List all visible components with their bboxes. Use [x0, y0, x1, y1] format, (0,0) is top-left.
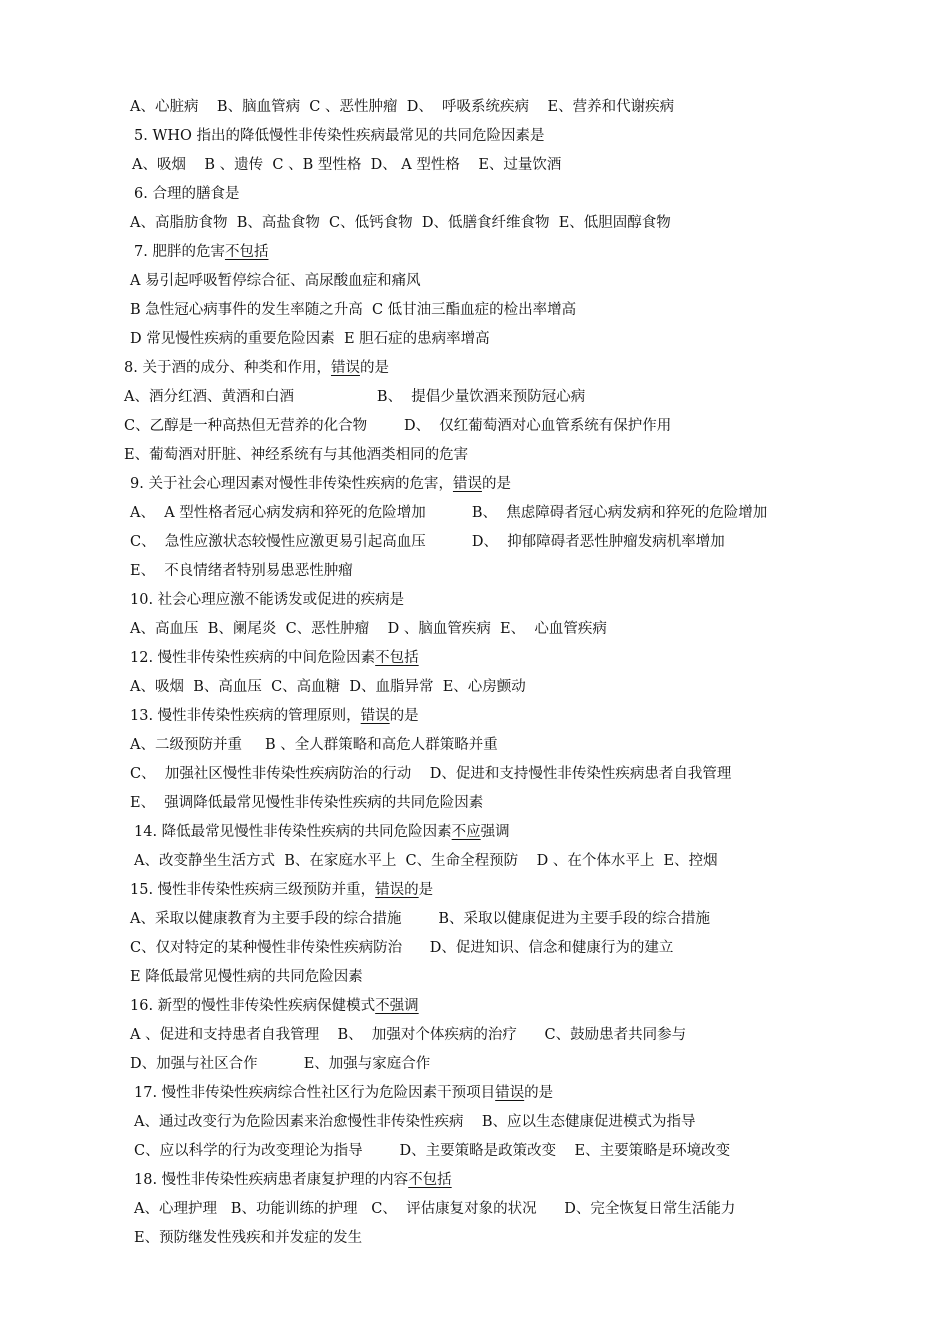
text-line	[124, 445, 468, 465]
text-line	[130, 1025, 686, 1045]
text-line	[124, 416, 671, 436]
text-line	[130, 1054, 430, 1074]
text-segment: C、仅对特定的某种慢性非传染性疾病防治 D、促进知识、信念和健康行为的建立	[130, 940, 674, 956]
text-segment: 14. 降低最常见慢性非传染性疾病的共同危险因素	[134, 824, 452, 840]
text-segment: C、 加强社区慢性非传染性疾病防治的行动 D、促进和支持慢性非传染性疾病患者自我管理	[130, 766, 732, 782]
underlined-keyword: 错误	[360, 708, 390, 724]
text-segment: C、乙醇是一种高热但无营养的化合物 D、 仅红葡萄酒对心血管系统有保护作用	[124, 418, 672, 434]
text-segment: A 、促进和支持患者自我管理 B、 加强对个体疾病的治疗 C、鼓励患者共同参与	[130, 1027, 687, 1043]
text-line	[124, 387, 585, 407]
text-segment: 8. 关于酒的成分、种类和作用，	[124, 360, 331, 376]
text-segment: 10. 社会心理应激不能诱发或促进的疾病是	[130, 592, 405, 608]
text-line	[130, 735, 498, 755]
text-line	[134, 851, 718, 871]
text-segment: 9. 关于社会心理因素对慢性非传染性疾病的危害，	[130, 476, 453, 492]
text-segment: 18. 慢性非传染性疾病患者康复护理的内容	[134, 1172, 409, 1188]
text-segment: 强调	[480, 824, 510, 840]
text-segment: E 降低最常见慢性病的共同危险因素	[130, 969, 363, 985]
text-segment: A、采取以健康教育为主要手段的综合措施 B、采取以健康促进为主要手段的综合措施	[130, 911, 710, 927]
text-segment: A、吸烟 B 、遗传 C 、B 型性格 D、 A 型性格 E、过量饮酒	[132, 157, 562, 173]
text-line	[132, 155, 561, 175]
text-line	[134, 1199, 735, 1219]
text-line	[130, 590, 404, 610]
text-line	[134, 1112, 696, 1132]
text-segment: A、吸烟 B、高血压 C、高血糖 D、血脂异常 E、心房颤动	[130, 679, 526, 695]
underlined-keyword: 不强调	[375, 998, 419, 1014]
text-segment: D、加强与社区合作 E、加强与家庭合作	[130, 1056, 431, 1072]
underlined-keyword: 不包括	[375, 650, 419, 666]
text-segment: 15. 慢性非传染性疾病三级预防并重，	[130, 882, 376, 898]
text-line	[130, 271, 421, 291]
text-segment: 的是	[524, 1085, 554, 1101]
text-segment: 5. WHO 指出的降低慢性非传染性疾病最常见的共同危险因素是	[134, 128, 545, 144]
text-segment: A、 A 型性格者冠心病发病和猝死的危险增加 B、 焦虑障碍者冠心病发病和猝死的危险增加	[130, 505, 768, 521]
text-line	[130, 909, 710, 929]
text-line	[134, 822, 510, 842]
text-line	[134, 1141, 730, 1161]
text-segment: E、 强调降低最常见慢性非传染性疾病的共同危险因素	[130, 795, 484, 811]
text-line	[130, 300, 576, 320]
text-segment: C、应以科学的行为改变理论为指导 D、主要策略是政策改变 E、主要策略是环境改变	[134, 1143, 731, 1159]
text-line	[130, 503, 767, 523]
text-line	[130, 880, 433, 900]
text-line	[130, 213, 671, 233]
text-line	[130, 561, 353, 581]
text-line	[130, 648, 419, 668]
text-segment: E、预防继发性残疾和并发症的发生	[134, 1230, 363, 1246]
text-segment: 的是	[481, 476, 511, 492]
text-line	[134, 126, 545, 146]
text-line	[130, 938, 673, 958]
underlined-keyword: 错误	[452, 476, 482, 492]
text-segment: A、高血压 B、阑尾炎 C、恶性肿瘤 D 、脑血管疾病 E、 心血管疾病	[130, 621, 607, 637]
text-line	[130, 474, 511, 494]
text-segment: A、高脂肪食物 B、高盐食物 C、低钙食物 D、低膳食纤维食物 E、低胆固醇食物	[130, 215, 671, 231]
underlined-keyword: 错误的	[375, 882, 419, 898]
text-line	[124, 358, 389, 378]
text-segment: A、二级预防并重 B 、全人群策略和高危人群策略并重	[130, 737, 498, 753]
text-line	[130, 97, 674, 117]
text-line	[130, 619, 607, 639]
text-segment: 12. 慢性非传染性疾病的中间危险因素	[130, 650, 376, 666]
underlined-keyword: 不包括	[408, 1172, 452, 1188]
text-segment: E、葡萄酒对肝脏、神经系统有与其他酒类相同的危害	[124, 447, 469, 463]
text-line	[130, 329, 490, 349]
text-segment: C、 急性应激状态较慢性应激更易引起高血压 D、 抑郁障碍者恶性肿瘤发病机率增加	[130, 534, 725, 550]
text-segment: 是	[418, 882, 434, 898]
text-segment: E、 不良情绪者特别易患恶性肿瘤	[130, 563, 353, 579]
text-line	[134, 242, 268, 262]
text-segment: A、通过改变行为危险因素来治愈慢性非传染性疾病 B、应以生态健康促进模式为指导	[134, 1114, 696, 1130]
text-segment: 13. 慢性非传染性疾病的管理原则，	[130, 708, 361, 724]
text-segment: 6. 合理的膳食是	[134, 186, 240, 202]
text-line	[130, 967, 363, 987]
text-segment: 17. 慢性非传染性疾病综合性社区行为危险因素干预项目	[134, 1085, 496, 1101]
text-line	[134, 1083, 553, 1103]
text-segment: 的是	[389, 708, 419, 724]
underlined-keyword: 不包括	[224, 244, 269, 260]
text-line	[130, 793, 483, 813]
text-segment: 7. 肥胖的危害	[134, 244, 225, 260]
text-segment: A、酒分红酒、黄酒和白酒 B、 提倡少量饮酒来预防冠心病	[124, 389, 586, 405]
underlined-keyword: 错误	[330, 360, 360, 376]
text-segment: 16. 新型的慢性非传染性疾病保健模式	[130, 998, 376, 1014]
text-line	[134, 1228, 362, 1248]
text-segment: A、心理护理 B、功能训练的护理 C、 评估康复对象的状况 D、完全恢复日常生活能力	[134, 1201, 736, 1217]
text-line	[134, 184, 239, 204]
text-line	[130, 996, 419, 1016]
text-line	[130, 677, 526, 697]
text-line	[130, 706, 419, 726]
text-segment: B 急性冠心病事件的发生率随之升高 C 低甘油三酯血症的检出率增高	[130, 302, 577, 318]
text-line	[130, 764, 731, 784]
text-segment: D 常见慢性疾病的重要危险因素 E 胆石症的患病率增高	[130, 331, 490, 347]
text-segment: 的是	[359, 360, 389, 376]
text-line	[134, 1170, 452, 1190]
text-line	[130, 532, 725, 552]
text-segment: A 易引起呼吸暂停综合征、高尿酸血症和痛风	[130, 273, 421, 289]
text-segment: A、改变静坐生活方式 B、在家庭水平上 C、生命全程预防 D 、在个体水平上 E、控烟	[134, 853, 718, 869]
text-segment: A、心脏病 B、脑血管病 C 、恶性肿瘤 D、 呼吸系统疾病 E、营养和代谢疾病	[130, 99, 675, 115]
underlined-keyword: 错误	[495, 1085, 525, 1101]
underlined-keyword: 不应	[451, 824, 481, 840]
